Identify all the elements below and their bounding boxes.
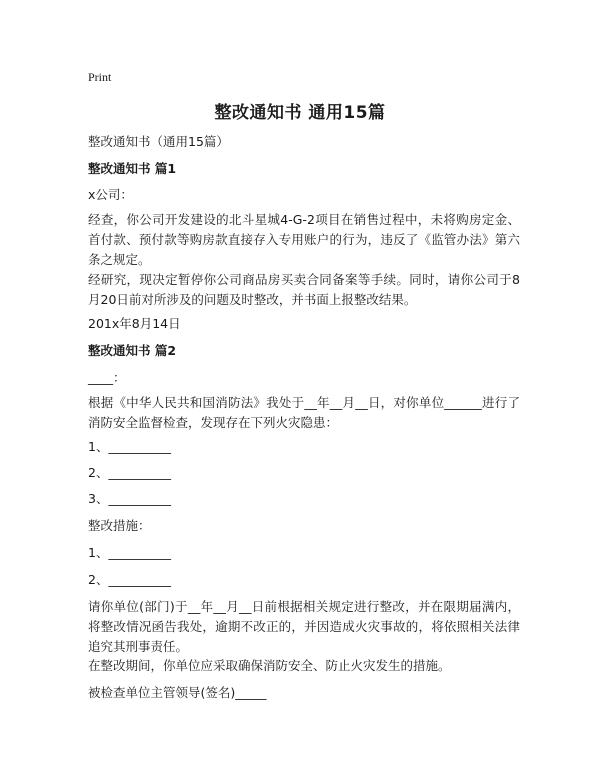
section2-salutation: ____： xyxy=(88,370,126,385)
subtitle: 整改通知书（通用15篇） xyxy=(88,134,229,149)
measure-item-1: 1、__________ xyxy=(88,545,171,560)
section1-date: 201x年8月14日 xyxy=(88,316,181,331)
measures-label: 整改措施： xyxy=(88,518,151,533)
print-label: Print xyxy=(88,70,112,84)
signature-line: 被检查单位主管领导(签名)_____ xyxy=(88,685,267,700)
section1-para1: 经查，你公司开发建设的北斗星城4-G-2项目在销售过程中，未将购房定金、首付款、预付款等购房款直接存入专用账户的行为，违反了《监管办法》第六条之规定。 xyxy=(88,212,520,267)
section2-para2: 请你单位(部门)于__年__月__日前根据相关规定进行整改，并在限期届满内，将整改情况函告我处，逾期不改正的，并因造成火灾事故的，将依照相关法律追究其刑事责任。 xyxy=(88,599,520,654)
hazard-item-2: 2、__________ xyxy=(88,465,171,480)
hazard-item-1: 1、__________ xyxy=(88,439,171,454)
section2-heading: 整改通知书 篇2 xyxy=(88,343,177,358)
hazard-item-3: 3、__________ xyxy=(88,491,171,506)
page-title: 整改通知书 通用15篇 xyxy=(214,103,386,123)
section1-heading: 整改通知书 篇1 xyxy=(88,161,177,176)
section1-para2: 经研究，现决定暂停你公司商品房买卖合同备案等手续。同时，请你公司于8月20日前对所涉及的问题及时整改，并书面上报整改结果。 xyxy=(88,272,520,307)
section2-para1: 根据《中华人民共和国消防法》我处于__年__月__日，对你单位______进行了消防安全监督检查，发现存在下列火灾隐患： xyxy=(88,395,520,430)
measure-item-2: 2、__________ xyxy=(88,572,171,587)
section1-salutation: x公司： xyxy=(88,187,133,202)
section2-para3: 在整改期间，你单位应采取确保消防安全、防止火灾发生的措施。 xyxy=(88,658,451,673)
